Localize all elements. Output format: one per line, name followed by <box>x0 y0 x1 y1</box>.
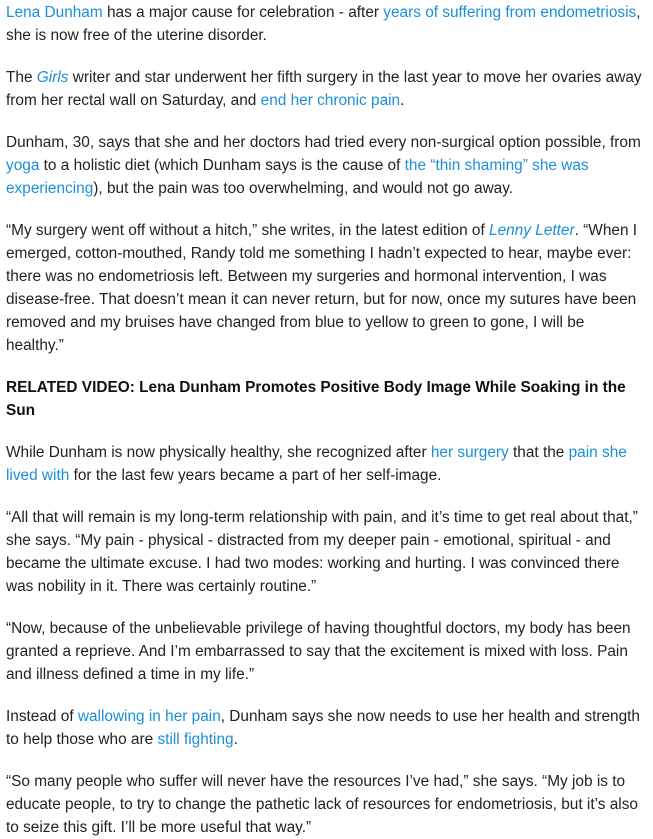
paragraph-text: , Dunham says she now needs to use her health and strength to help those who are <box>6 708 640 748</box>
paragraph-options <box>6 131 645 200</box>
paragraph-self-image <box>6 441 645 487</box>
paragraph-text: “Now, because of the unbelievable privilege of having thoughtful doctors, my body has been granted a reprieve. And I’m embarrassed to say that the excitement is mixed with loss. Pain and illness defined a time in my life.” <box>6 620 631 683</box>
paragraph-text: The <box>6 69 37 86</box>
paragraph-text: writer and star underwent her fifth surgery in the last year to move her ovaries away from her rectal wall on Saturday, and <box>6 69 642 109</box>
paragraph-quote-pain <box>6 506 645 598</box>
link-her-surgery[interactable]: her surgery <box>430 444 509 461</box>
paragraph-text: has a major cause for celebration - after <box>102 4 384 21</box>
paragraph-text: that the <box>508 444 569 461</box>
link-end-chronic-pain[interactable]: end her chronic pain <box>260 92 401 109</box>
paragraph-text: . <box>233 731 238 748</box>
link-still-fighting[interactable]: still fighting <box>157 731 234 748</box>
paragraph-text: , she is now free of the uterine disorder. <box>6 4 641 44</box>
paragraph-text: to a holistic diet (which Dunham says is the cause of <box>39 157 405 174</box>
article-body <box>0 1 653 839</box>
paragraph-text: . “When I emerged, cotton-mouthed, Randy told me something I hadn’t expected to hear, maybe ever: there was no endometriosis left. Between my surgeries and hormonal intervention, I was disease-free. That doesn’t mean it can never return, but for now, once my sutures have been removed and my bruises have changed from blue to yellow to green to gone, I will be healthy.” <box>6 222 638 354</box>
paragraph-text: Dunham, 30, says that she and her doctors had tried every non-surgical option possible, from <box>6 134 641 151</box>
paragraph-text: “My surgery went off without a hitch,” she writes, in the latest edition of <box>6 222 490 239</box>
paragraph-text: for the last few years became a part of her self-image. <box>69 467 442 484</box>
link-pain-she-lived-with[interactable]: pain she lived with <box>6 444 627 484</box>
paragraph-text: ), but the pain was too overwhelming, and would not go away. <box>93 180 514 197</box>
related-video-text: RELATED VIDEO: Lena Dunham Promotes Positive Body Image While Soaking in the Sun <box>6 379 626 419</box>
paragraph-quote-surgery <box>6 219 645 357</box>
paragraph-text: “All that will remain is my long-term relationship with pain, and it’s time to get real about that,” she says. “My pain - physical - distracted from my deeper pain - emotional, spiritual - and became the ultimate excuse. I had two modes: working and hurting. I was convinced there was nobility in it. There was certainly routine.” <box>6 509 638 595</box>
link-wallowing-in-pain[interactable]: wallowing in her pain <box>77 708 221 725</box>
paragraph-text: . <box>400 92 405 109</box>
link-yoga[interactable]: yoga <box>6 157 40 174</box>
paragraph-help-others <box>6 705 645 751</box>
paragraph-text: Instead of <box>6 708 78 725</box>
paragraph-quote-reprieve <box>6 617 645 686</box>
related-video-heading <box>6 376 645 422</box>
paragraph-surgery <box>6 66 645 112</box>
paragraph-text: While Dunham is now physically healthy, she recognized after <box>6 444 431 461</box>
paragraph-text: “So many people who suffer will never have the resources I’ve had,” she says. “My job is to educate people, to try to change the pathetic lack of resources for endometriosis, but it’s also to seize this gift. I’ll be more useful that way.” <box>6 773 638 836</box>
link-lena-dunham[interactable]: Lena Dunham <box>6 4 103 21</box>
link-girls[interactable]: Girls <box>36 69 69 86</box>
link-thin-shaming[interactable]: the “thin shaming” she was experiencing <box>6 157 589 197</box>
paragraph-quote-resources <box>6 770 645 839</box>
link-lenny-letter[interactable]: Lenny Letter <box>489 222 575 239</box>
paragraph-intro <box>6 1 645 47</box>
link-years-of-suffering[interactable]: years of suffering from endometriosis <box>383 4 637 21</box>
